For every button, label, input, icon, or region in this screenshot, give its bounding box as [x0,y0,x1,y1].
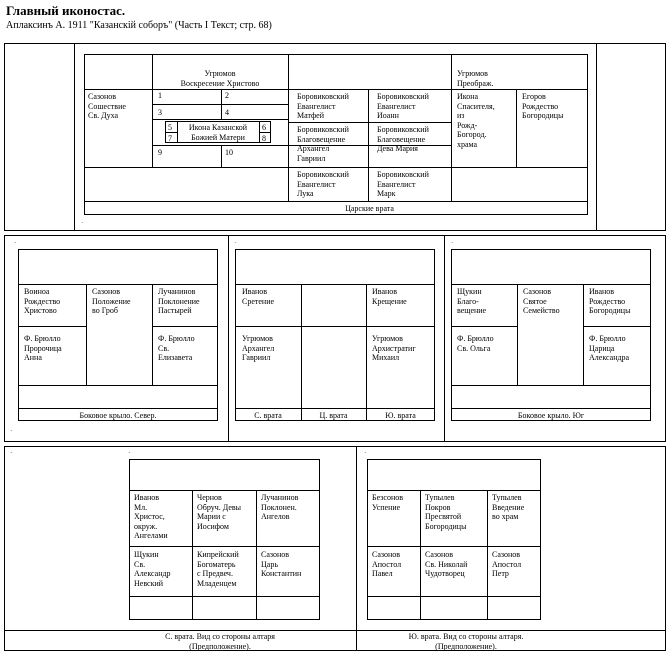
north-altar-theotokos: Кипрейский Богоматерь с Предвеч. Младенцем [197,550,239,588]
dot-marker: ˙ [10,451,13,459]
south-altar-dormition: Безсонов Успение [372,493,404,512]
annunciation-gabriel: Боровиковский Благовещение Архангел Гавриил [297,125,349,163]
center-presentation: Иванов Сретение [242,287,275,306]
mark-evangelist: Боровиковский Евангелист Марк [377,170,429,198]
cell-number-1: 1 [158,91,162,100]
north-altar-betrothal: Чернов Обруч. Девы Марии с Иосифом [197,493,242,531]
north-altar-alexander-nevsky: Щукин Св. Александр Невский [134,550,171,588]
south-wing-tsaritsa-alexandra: Ф. Брюлло Царица Александра [589,334,630,362]
south-altar-protection: Тупылев Покров Пресвятой Богородицы [425,493,467,531]
dot-marker: ˙ [234,241,237,249]
cell-number-5: 5 [168,123,172,132]
north-altar-constantine: Сазонов Царь Константин [261,550,302,578]
south-altar-st-nicholas: Сазонов Св. Николай Чудотворец [425,550,468,578]
annunciation-mary: Боровиковский Благовещение Дева Мария [377,125,429,153]
dot-marker: ˙ [128,451,131,459]
dot-marker: ˙ [14,241,17,249]
matthew-evangelist: Боровиковский Евангелист Матфей [297,92,349,120]
cell-number-6: 6 [262,123,266,132]
north-altar-caption: С. врата. Вид со стороны алтаря (Предположение). [165,632,275,651]
egorov-nativity: Егоров Рождество Богородицы [522,92,564,120]
south-altar-caption: Ю. врата. Вид со стороны алтаря. (Предположение). [408,632,524,651]
south-wing-nativity-theotokos: Иванов Рождество Богородицы [589,287,631,315]
dot-marker: ˙ [81,221,84,229]
north-wing-nativity: Воиноа Рождество Христово [24,287,61,315]
north-wing-prophetess-anna: Ф. Брюлло Пророчица Анна [24,334,62,362]
north-wing-adoration: Лучанинов Поклонение Пастырей [158,287,200,315]
north-wing-entombment: Сазонов Положение во Гроб [92,287,131,315]
south-door-label: Ю. врата [385,411,416,420]
cell-number-9: 9 [158,148,162,157]
center-archangel-gabriel: Угрюмов Архангел Гавриил [242,334,275,362]
luke-evangelist: Боровиковский Евангелист Лука [297,170,349,198]
north-door-label: С. врата [254,411,282,420]
south-wing-annunciation: Щукин Благо- вещение [457,287,487,315]
north-wing-caption: Боковое крыло. Север. [79,411,157,420]
south-wing-olga: Ф. Брюлло Св. Ольга [457,334,494,353]
dot-marker: ˙ [10,429,13,437]
page-title: Главный иконостас. [6,3,126,18]
royal-doors-label: Царские врата [345,204,394,213]
north-altar-young-christ: Иванов Мл. Христос, окруж. Ангелами [134,493,168,540]
south-altar-apostle-peter: Сазонов Апостол Петр [492,550,522,578]
john-evangelist: Боровиковский Евангелист Иоанн [377,92,429,120]
dot-marker: ˙ [451,241,454,249]
cell-number-4: 4 [225,108,229,117]
south-altar-entry-temple: Тупылев Введение во храм [492,493,525,521]
cell-number-3: 3 [158,108,162,117]
dot-marker: ˙ [364,451,367,459]
altar-section [4,446,666,651]
north-wing-elizabeth: Ф. Брюлло Св. Елизавета [158,334,195,362]
south-altar-apostle-paul: Сазонов Апостол Павел [372,550,402,578]
ugrumov-resurrection: Угрюмов Воскресение Христово [180,69,260,88]
south-wing-holy-family: Сазонов Святое Семейство [523,287,560,315]
cell-number-2: 2 [225,91,229,100]
cell-number-8: 8 [262,134,266,143]
center-baptism: Иванов Крещение [372,287,407,306]
sazonov-pentecost: Сазонов Сошествие Св. Духа [88,92,126,120]
icon-savior: Икона Спасителя, из Рожд- Богород. храма [457,92,495,149]
ugrumov-transfiguration: Угрюмов Преображ. [457,69,494,88]
north-altar-adoration-angels: Лучанинов Поклонен. Ангелов [261,493,299,521]
source-citation: Аплаксинъ А. 1911 "Казанскій соборъ" (Часть I Текст; стр. 68) [6,20,272,31]
south-wing-caption: Боковое крыло. Юг [517,411,585,420]
cell-number-10: 10 [225,148,233,157]
central-door-label: Ц. врата [319,411,348,420]
cell-number-7: 7 [168,134,172,143]
kazan-icon: Икона Казанской Божией Матери [188,123,248,142]
center-archangel-michael: Угрюмов Архистратиг Михаил [372,334,416,362]
